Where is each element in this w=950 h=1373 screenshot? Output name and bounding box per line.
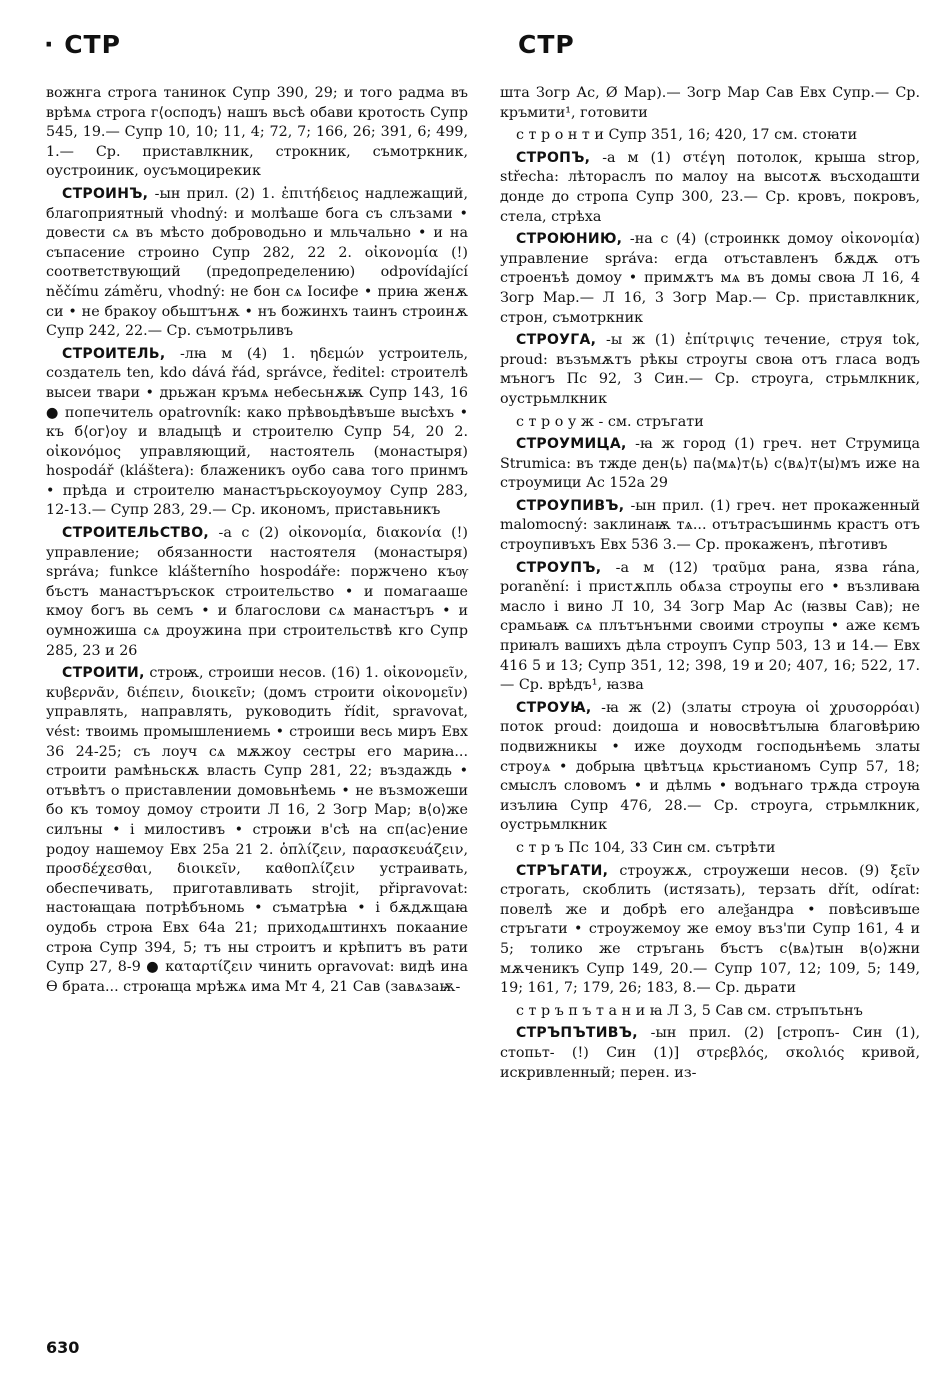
dictionary-entry <box>500 331 920 409</box>
entry-headword: СТРОУГА, <box>516 332 597 349</box>
entry-body: -на с (4) (строинкк домоу οἰκονομία) управление správa: егда отъставленъ бѫдѫ отъ строенъѣ домоу • примѫтъ мѧ въ домы своꙗ Л 16, 4 Зогр Мар.— Л 16, 3 Зогр Мар.— Ср. приставлкник, строн, съмотркник <box>500 231 920 326</box>
entry-headword: СТРОУПИВЪ, <box>516 497 625 514</box>
dictionary-entry <box>46 345 468 521</box>
dictionary-entry <box>500 413 920 433</box>
entry-headword: СТРОПЪ, <box>516 149 591 166</box>
entry-body: -ꙗ ж (2) (златы строуꙗ οἱ χρυσορρόαι) поток proud: доидоша и новосвѣтълыꙗ благовѣрию подвижникы • иже доуходм господьнѣемь златы строуѧ • добрыꙗ цвѣтъцѧ крьстианомъ Супр 57, 18; смыслъ словомъ • и дѣлмь • водънаго трѫда строуꙗ изълиꙗ Супр 476, 28.— Ср. строуга, стрьмлкник, оустрьмлкник <box>500 699 920 834</box>
dictionary-entry <box>46 524 468 661</box>
running-head-right: СТР <box>518 30 575 59</box>
dictionary-entry <box>500 1024 920 1083</box>
dictionary-entry <box>500 126 920 146</box>
entry-headword: СТРОИТЕЛЬСТВО, <box>62 525 210 542</box>
entry-body: с т р ъ Пс 104, 33 Син см. сътрѣти <box>516 839 776 856</box>
entry-headword: СТРОИНЪ, <box>62 185 149 202</box>
entry-body: строужѫ, строужеши несов. (9) ξεῖν строгать, скоблить (истязать), терзать dřít, odírat: повелѣ же и добрѣ его алеѯандра • повѣсивъше стръгати • строужемоу же емоу въз'пи Супр 161, 4 и 5; толико же стръгань бъстъ с⟨вѧ⟩тын в⟨о⟩жни мѫченикъ Супр 149, 20.— Супр 107, 12; 109, 5; 149, 19; 161, 7; 179, 26; 183, 8.— Ср. дьрати <box>500 862 920 997</box>
entry-headword: СТРЪГАТИ, <box>516 862 609 879</box>
dictionary-entry <box>500 839 920 859</box>
entry-body: -ын прил. (2) [стропъ- Син (1), стопьт- (!) Син (1)] στρεβλός, σκολιός кривой, искривленный; перен. из- <box>500 1025 920 1081</box>
entry-body: -ꙗ ж город (1) греч. нет Струмица Strumica: въ тжде ден⟨ь⟩ па⟨мѧ⟩т⟨ь⟩ с⟨вѧ⟩т⟨ы⟩мъ иже на строумици Ас 152а 29 <box>500 436 920 492</box>
entry-body: строѭ, строиши несов. (16) 1. οἰκονομεῖν, κυβερνᾶν, διέπειν, διοικεῖν; (домъ строити οἰκονομεῖν) управлять, направлять, руководить řídit, spravovat, vést: твоимь промышлениемь • строиши весь миръ Евх 36 24-25; съ лоуч сѧ мѫжоу сестры его мариꙗ... строити рамѣньскѫ власть Супр 281, 22; въздаждь • отъвѣтъ о приставлении домовьнѣемь • не възможеши бо къ томоу домоу строити Л 16, 2 Зогр Мар; в⟨о⟩же силъны • і милостивъ • строѭи в'сѣ на сп⟨ас⟩ение родоу нашемоу Евх 25а 21 2. ὁπλίζειν, παρασκευάζειν, προσδέχεσθαι, διοικεῖν, καθοπλίζειν устраивать, обеспечивать, приготавливать strojit, připravovat: настоꙗщаꙗ потрѣбъномь • съматрѣꙗ • і бѫдѫщаꙗ оудобь строꙗ Евх 64а 21; приходѧштинхъ покаание строꙗ Супр 394, 5; тъ ны строитъ и крѣпитъ въ рати Супр 27, 8-9 ● καταρτίζειν чинить opravovat: видѣ ина Ѳ брата... строꙗща мрѣжѧ има Мт 4, 21 Сав (завѧзаѭ- <box>46 665 468 995</box>
left-column <box>46 84 468 1000</box>
dictionary-entry <box>500 230 920 328</box>
dictionary-entry <box>500 862 920 999</box>
entry-headword: СТРЪПЪТИВЪ, <box>516 1025 638 1042</box>
entry-headword: СТРОИТИ, <box>62 665 145 682</box>
entry-headword: СТРОУМИЦА, <box>516 436 627 453</box>
entry-body: с т р о н т и Супр 351, 16; 420, 17 см. стоꙗти <box>516 127 858 144</box>
entry-body: -ын прил. (1) греч. нет прокаженный malomocný: заклинаѭ тѧ... отътрасъшинмь крастъ отъ строупивъхъ Евх 536 3.— Ср. прокаженъ, пѣготивъ <box>500 497 920 554</box>
entry-body: -а м (1) στέγη потолок, крыша strop, střecha: лѣтораслъ по малоу на высотѫ въсходашти донде до стропа Супр 300, 23.— Ср. кровъ, покровъ, стела, стрѣха <box>500 149 920 225</box>
dictionary-entry <box>500 699 920 836</box>
entry-body: вожнга строга танинок Супр 390, 29; и того радма въ врѣмѧ строга г⟨осподъ⟩ нашъ вьсѣ обави кротость Супр 545, 19.— Супр 10, 10; 11, 4; 72, 7; 166, 26; 391, 6; 499, 1.— Ср. приставлкник, строкник, съмотркник, оустроиник, оусъмоцирекик <box>46 85 468 180</box>
dictionary-entry <box>500 84 920 123</box>
right-column <box>500 84 920 1086</box>
dictionary-entry <box>500 435 920 494</box>
entry-body: -лꙗ м (4) 1. ηδεμών устроитель, создатель ten, kdo dává řád, správce, ředitel: строителѣ высеи твари • дрьжан кръмѧ небесьнѫѭ Супр 143, 16 ● попечитель opatrovník: како прѣвоьдѣвъше высѣхъ • къ б⟨ог⟩оу и владыцѣ и строителю Супр 54, 20 2. οἰκονόμος управляющий, настоятель (монастыря) hospodář (kláštera): блаженикъ оубо сава того принмъ • прѣда и строителю манастърьскоуоумоу Супр 283, 12-13.— Супр 283, 29.— Ср. икономъ, приставьникъ <box>46 345 468 519</box>
running-head-left: · СТР <box>44 30 121 59</box>
entry-body: -ын прил. (2) 1. ἐπιτήδειος надлежащий, благоприятный vhodný: и молѣаше бога съ слъзами • довести сѧ въ мѣсто доброводьно и мльчально • и на съпасение строино Супр 282, 22 2. οἰκονομία (!) соответствующий (предопределению) odpovídající něčímu záměru, vhodný: не бон сѧ Іосифе • приꙗ женѫ си • не бракоу обьштънѫ • нъ божинхъ таинъ строинѫ Супр 242, 22.— Ср. съмотрьливъ <box>46 185 468 340</box>
page-number: 630 <box>46 1338 80 1357</box>
entry-headword: СТРОИТЕЛЬ, <box>62 345 166 362</box>
entry-body: -ы ж (1) ἐπίτριψις течение, струя tok, proud: възъмѫтъ рѣкы строугы своꙗ отъ гласа водъ мъногъ Пс 92, 3 Син.— Ср. строуга, стрьмлкник, оустрьмлкник <box>500 332 920 407</box>
entry-body: с т р ъ п ъ т а н и ꙗ Л 3, 5 Сав см. стръпътьнъ <box>516 1002 863 1019</box>
dictionary-entry <box>500 497 920 556</box>
entry-headword: СТРОУꙖ, <box>516 699 592 716</box>
entry-body: -а с (2) οἰκονομία, διακονία (!) управление; обязанности настоятеля (монастыря) správa; funkce klášterního hospodáře: поржчено къѹ бъстъ манастъръскок строительство • и помагааше кмоу богъ вь семъ • и благослови сѧ манастъръ • и оумножиша сѧ дроужина при строительствѣ кго Супр 285, 23 и 26 <box>46 525 468 659</box>
entry-headword: СТРОЮНИЮ, <box>516 231 623 248</box>
dictionary-entry <box>46 84 468 182</box>
dictionary-entry <box>500 1002 920 1022</box>
dictionary-entry <box>500 559 920 696</box>
dictionary-entry <box>500 149 920 227</box>
entry-headword: СТРОУПЪ, <box>516 559 602 576</box>
dictionary-entry <box>46 185 468 342</box>
entry-body: с т р о у ж - см. стръгати <box>516 413 704 430</box>
dictionary-entry <box>46 664 468 997</box>
entry-body: -а м (12) τραῦμα рана, язва rána, poranění: і пристѫпль обѧза строупы его • възливаꙗ масло і вино Л 10, 34 Зогр Мар Ас (ꙗзвы Сав); не срамьаѭ сѧ плътънънми своими строупы • аже кємъ приꙗлъ вашихъ дѣла строупъ Супр 503, 13 и 14.— Евх 416 5 и 13; Супр 351, 12; 398, 19 и 20; 407, 16; 522, 17.— Ср. врѣдъ¹, ꙗзва <box>500 559 920 694</box>
entry-body: шта Зогр Ас, Ø Мар).— Зогр Мар Сав Евх Супр.— Ср. кръмити¹, готовити <box>500 85 920 121</box>
